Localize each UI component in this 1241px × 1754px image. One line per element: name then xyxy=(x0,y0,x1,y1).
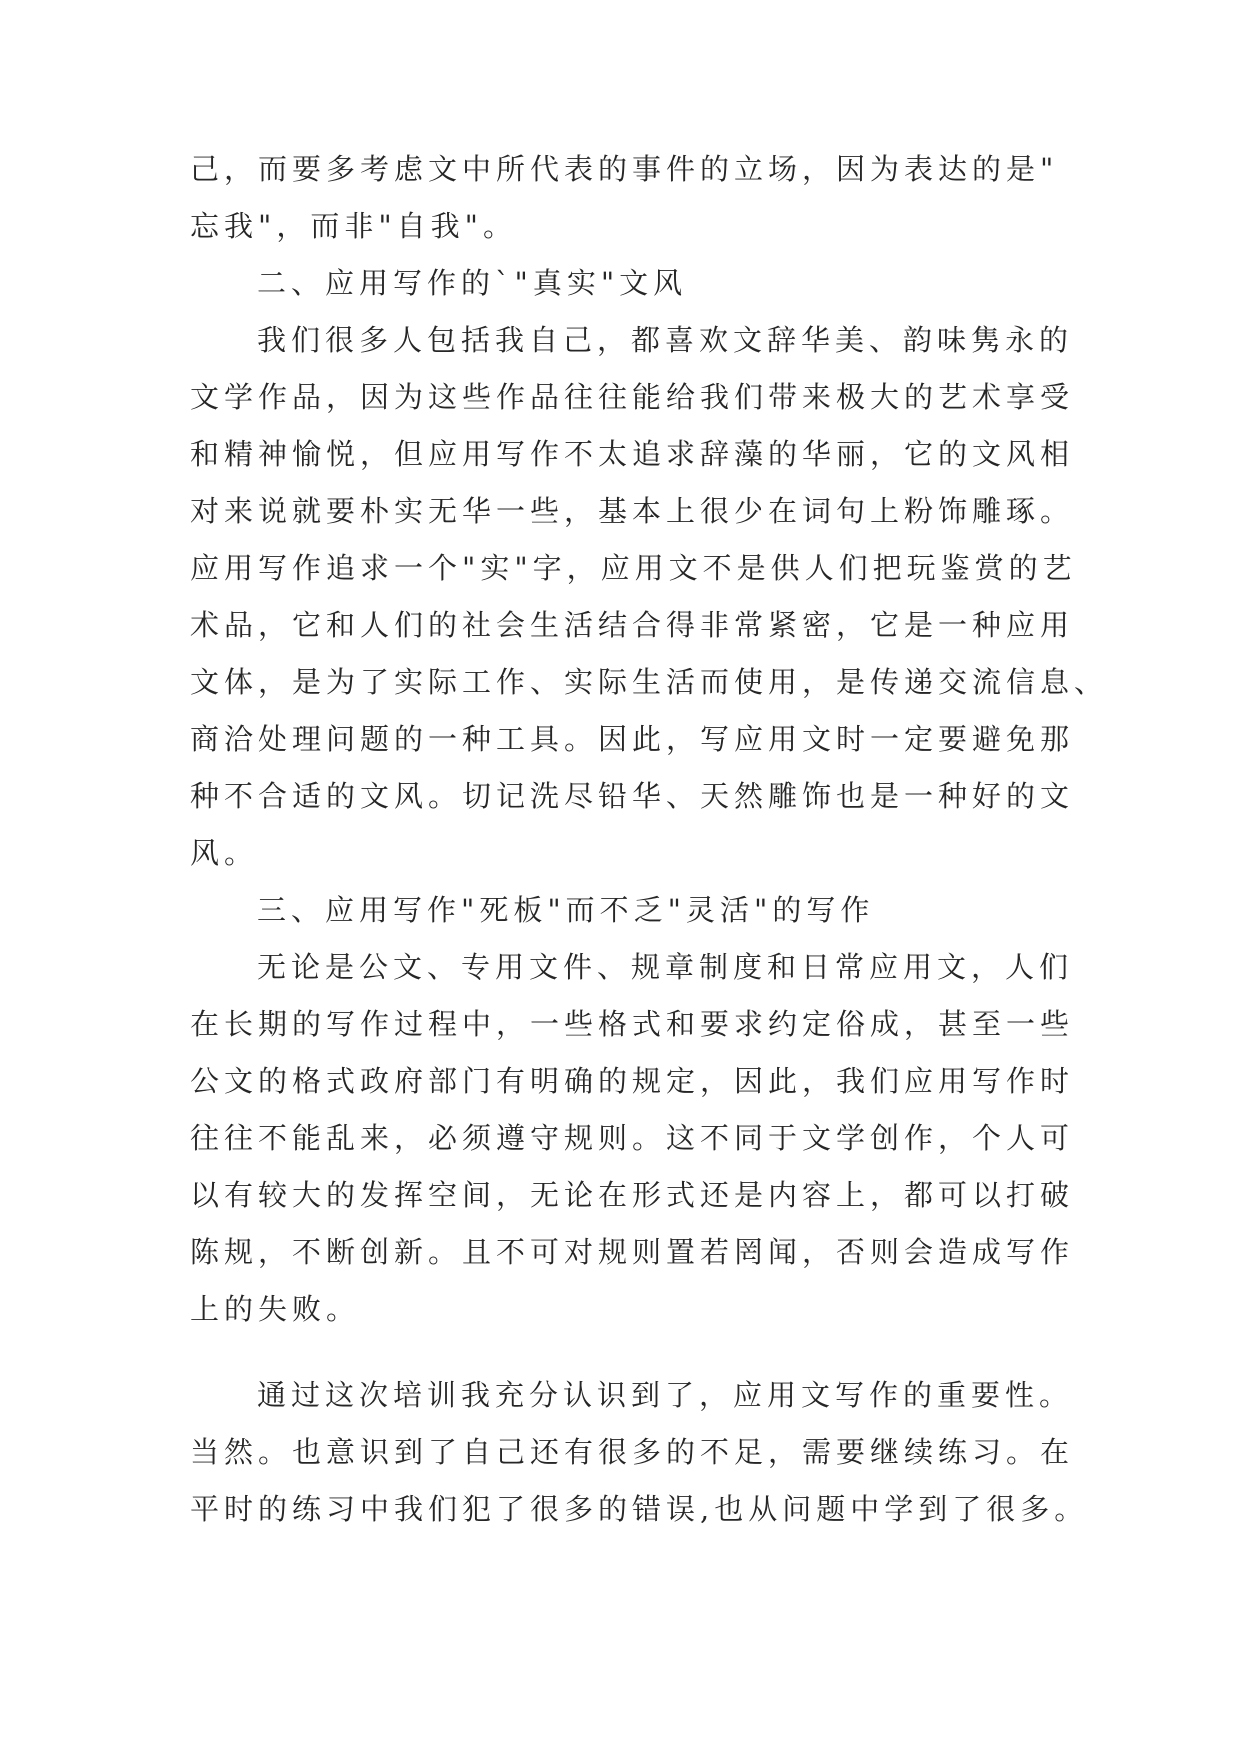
text-line: 应用写作追求一个"实"字，应用文不是供人们把玩鉴赏的艺 xyxy=(190,551,1077,585)
section-heading: 二、应用写作的`"真实"文风 xyxy=(257,266,688,300)
text-line: 种不合适的文风。切记洗尽铅华、天然雕饰也是一种好的文 xyxy=(190,779,1075,813)
text-line: 当然。也意识到了自己还有很多的不足，需要继续练习。在 xyxy=(190,1435,1075,1469)
text-line: 文体，是为了实际工作、实际生活而使用，是传递交流信息、 xyxy=(190,665,1109,699)
text-line: 在长期的写作过程中，一些格式和要求约定俗成，甚至一些 xyxy=(190,1007,1075,1041)
text-line: 我们很多人包括我自己，都喜欢文辞华美、韵味隽永的 xyxy=(257,323,1074,357)
text-line: 文学作品，因为这些作品往往能给我们带来极大的艺术享受 xyxy=(190,380,1075,414)
text-line: 无论是公文、专用文件、规章制度和日常应用文，人们 xyxy=(257,950,1074,984)
text-line: 商洽处理问题的一种工具。因此，写应用文时一定要避免那 xyxy=(190,722,1075,756)
text-line: 上的失败。 xyxy=(190,1292,361,1326)
text-line: 己，而要多考虑文中所代表的事件的立场，因为表达的是" xyxy=(190,152,1059,186)
section-heading: 三、应用写作"死板"而不乏"灵活"的写作 xyxy=(257,893,875,927)
text-line: 和精神愉悦，但应用写作不太追求辞藻的华丽，它的文风相 xyxy=(190,437,1075,471)
text-line: 往往不能乱来，必须遵守规则。这不同于文学创作，个人可 xyxy=(190,1121,1075,1155)
text-line: 风。 xyxy=(190,836,259,870)
text-line: 通过这次培训我充分认识到了，应用文写作的重要性。 xyxy=(257,1378,1074,1412)
text-line: 陈规，不断创新。且不可对规则置若罔闻，否则会造成写作 xyxy=(190,1235,1075,1269)
text-line: 平时的练习中我们犯了很多的错误,也从问题中学到了很多。 xyxy=(190,1492,1089,1526)
text-line: 忘我"，而非"自我"。 xyxy=(190,209,518,243)
text-line: 对来说就要朴实无华一些，基本上很少在词句上粉饰雕琢。 xyxy=(190,494,1075,528)
text-line: 术品，它和人们的社会生活结合得非常紧密，它是一种应用 xyxy=(190,608,1075,642)
text-line: 以有较大的发挥空间，无论在形式还是内容上，都可以打破 xyxy=(190,1178,1075,1212)
text-line: 公文的格式政府部门有明确的规定，因此，我们应用写作时 xyxy=(190,1064,1075,1098)
